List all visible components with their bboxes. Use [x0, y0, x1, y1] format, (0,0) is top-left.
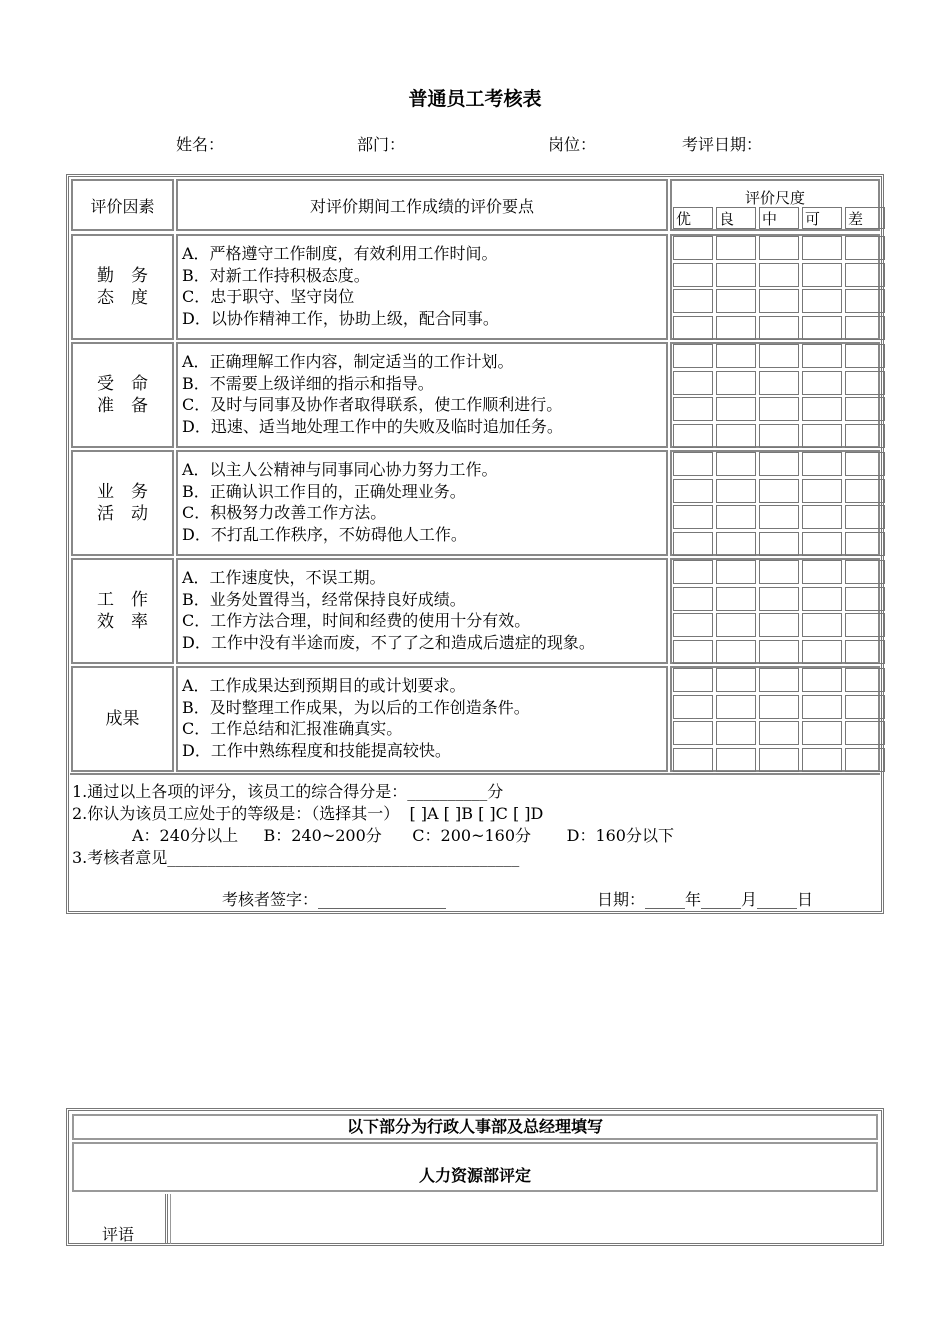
- evaluation-point: B．及时整理工作成果，为以后的工作创造条件。: [182, 697, 530, 717]
- grade-checkbox[interactable]: [759, 748, 799, 772]
- grade-header-box: [759, 207, 799, 229]
- grade-criteria-line: A：240分以上 B：240~200分 C：200~160分 D：160分以下: [132, 826, 674, 845]
- grade-checkbox[interactable]: [759, 263, 799, 287]
- grade-header-box: [673, 207, 713, 229]
- grade-checkbox[interactable]: [802, 505, 842, 529]
- grade-checkbox[interactable]: [802, 236, 842, 260]
- evaluation-point: B．业务处置得当，经常保持良好成绩。: [182, 589, 466, 609]
- position-label: 岗位：: [548, 135, 597, 154]
- factor-label: 活 动: [97, 504, 148, 524]
- grade-checkbox[interactable]: [802, 532, 842, 556]
- reviewer-signature-line: 考核者签字：________________: [222, 890, 447, 909]
- factor-label: 业 务: [97, 482, 148, 502]
- factor-label: 工 作: [97, 590, 148, 610]
- grade-checkbox[interactable]: [673, 668, 713, 692]
- grade-checkbox[interactable]: [845, 316, 885, 340]
- grade-checkbox[interactable]: [845, 505, 885, 529]
- grade-checkbox[interactable]: [716, 587, 756, 611]
- grade-checkbox[interactable]: [759, 695, 799, 719]
- grade-checkbox[interactable]: [673, 640, 713, 664]
- grade-checkbox[interactable]: [716, 452, 756, 476]
- evaluation-points-cell: [176, 234, 668, 340]
- grade-checkbox[interactable]: [759, 505, 799, 529]
- grade-checkbox[interactable]: [673, 263, 713, 287]
- grade-checkbox[interactable]: [716, 236, 756, 260]
- evaluation-points-cell: [176, 342, 668, 448]
- evaluation-point: C．积极努力改善工作方法。: [182, 503, 387, 522]
- department-label: 部门：: [357, 135, 406, 154]
- grade-label: 中: [762, 210, 778, 228]
- grade-checkbox[interactable]: [673, 424, 713, 448]
- page-title: 普通员工考核表: [408, 88, 542, 110]
- grade-checkbox[interactable]: [802, 748, 842, 772]
- grade-checkbox[interactable]: [802, 289, 842, 313]
- grade-checkbox[interactable]: [673, 452, 713, 476]
- grade-checkbox[interactable]: [673, 748, 713, 772]
- evaluation-point: A．工作速度快，不误工期。: [182, 568, 386, 587]
- grade-checkbox[interactable]: [802, 721, 842, 745]
- grade-checkbox[interactable]: [845, 289, 885, 313]
- grade-checkbox[interactable]: [802, 397, 842, 421]
- grade-checkbox[interactable]: [845, 452, 885, 476]
- grade-checkbox[interactable]: [673, 695, 713, 719]
- grade-checkbox[interactable]: [716, 613, 756, 637]
- grade-checkbox[interactable]: [716, 532, 756, 556]
- grade-checkbox[interactable]: [759, 424, 799, 448]
- hr-evaluation-title: 人力资源部评定: [72, 1142, 878, 1192]
- grade-checkbox[interactable]: [845, 532, 885, 556]
- evaluation-point: D．不打乱工作秩序，不妨碍他人工作。: [182, 524, 467, 544]
- admin-band-title: 以下部分为行政人事部及总经理填写: [72, 1114, 878, 1140]
- comment-field[interactable]: [170, 1194, 878, 1244]
- factor-cell: [71, 666, 174, 772]
- summary-area: [70, 773, 880, 911]
- grade-checkbox[interactable]: [845, 640, 885, 664]
- grade-checkbox[interactable]: [845, 371, 885, 395]
- grade-header-box: [845, 207, 885, 229]
- grade-choice-line: 2.你认为该员工应处于的等级是：（选择其一） [ ]A [ ]B [ ]C [ ]D: [72, 804, 544, 823]
- evaluation-point: C．工作方法合理，时间和经费的使用十分有效。: [182, 611, 531, 630]
- grade-checkbox[interactable]: [759, 721, 799, 745]
- grade-label: 优: [676, 210, 692, 228]
- grade-checkbox[interactable]: [845, 236, 885, 260]
- grade-checkbox[interactable]: [759, 560, 799, 584]
- points-header: 对评价期间工作成绩的评价要点: [176, 179, 668, 231]
- grade-checkbox[interactable]: [802, 640, 842, 664]
- evaluation-point: D．迅速、适当地处理工作中的失败及临时追加任务。: [182, 416, 563, 436]
- grade-checkbox[interactable]: [673, 316, 713, 340]
- evaluation-point: D．工作中熟练程度和技能提高较快。: [182, 740, 451, 760]
- grade-checkbox[interactable]: [759, 668, 799, 692]
- evaluation-point: A．工作成果达到预期目的或计划要求。: [182, 676, 466, 695]
- grade-header-box: [802, 207, 842, 229]
- grade-checkbox[interactable]: [716, 316, 756, 340]
- grade-checkbox[interactable]: [716, 424, 756, 448]
- grade-checkbox[interactable]: [759, 289, 799, 313]
- grade-checkbox[interactable]: [802, 695, 842, 719]
- grade-checkbox[interactable]: [673, 236, 713, 260]
- grade-checkbox[interactable]: [845, 695, 885, 719]
- grade-checkbox[interactable]: [673, 505, 713, 529]
- grade-checkbox[interactable]: [802, 263, 842, 287]
- grade-checkbox[interactable]: [716, 397, 756, 421]
- evaluation-point: C．工作总结和汇报准确真实。: [182, 719, 403, 738]
- grade-checkbox[interactable]: [759, 236, 799, 260]
- grade-checkbox[interactable]: [802, 668, 842, 692]
- grade-checkbox[interactable]: [759, 613, 799, 637]
- grade-checkbox[interactable]: [802, 371, 842, 395]
- grade-checkbox[interactable]: [673, 289, 713, 313]
- grade-checkbox[interactable]: [716, 695, 756, 719]
- grade-checkbox[interactable]: [845, 721, 885, 745]
- factor-cell: [71, 234, 174, 340]
- evaluation-date-label: 考评日期：: [682, 135, 763, 154]
- grade-checkbox[interactable]: [802, 560, 842, 584]
- evaluation-point: B．正确认识工作目的，正确处理业务。: [182, 481, 466, 501]
- factor-cell: [71, 342, 174, 448]
- grade-checkbox[interactable]: [759, 587, 799, 611]
- grade-checkbox[interactable]: [716, 505, 756, 529]
- factor-label: 成果: [105, 709, 140, 729]
- grade-checkbox[interactable]: [845, 479, 885, 503]
- evaluation-point: A．正确理解工作内容，制定适当的工作计划。: [182, 352, 514, 371]
- grade-checkbox[interactable]: [673, 344, 713, 368]
- grade-checkbox[interactable]: [716, 560, 756, 584]
- grade-checkbox[interactable]: [845, 668, 885, 692]
- evaluation-form: [66, 174, 884, 914]
- evaluation-point: D．工作中没有半途而废，不了了之和造成后遗症的现象。: [182, 632, 595, 652]
- grade-checkbox[interactable]: [716, 479, 756, 503]
- grade-checkbox[interactable]: [845, 344, 885, 368]
- evaluation-point: C．及时与同事及协作者取得联系，使工作顺利进行。: [182, 395, 563, 414]
- grade-checkbox[interactable]: [802, 613, 842, 637]
- grade-checkbox[interactable]: [845, 613, 885, 637]
- grade-checkbox[interactable]: [845, 560, 885, 584]
- grade-checkbox[interactable]: [716, 289, 756, 313]
- factor-label: 态 度: [97, 288, 148, 308]
- grade-checkbox[interactable]: [802, 587, 842, 611]
- grade-checkbox[interactable]: [802, 452, 842, 476]
- grade-label: 良: [719, 210, 735, 228]
- grade-checkbox[interactable]: [845, 587, 885, 611]
- grade-checkbox[interactable]: [845, 748, 885, 772]
- factor-label: 勤 务: [97, 266, 148, 286]
- grade-checkbox[interactable]: [673, 587, 713, 611]
- grade-checkbox[interactable]: [716, 371, 756, 395]
- grade-checkbox[interactable]: [845, 397, 885, 421]
- grade-checkbox[interactable]: [759, 344, 799, 368]
- evaluation-point: A．以主人公精神与同事同心协力努力工作。: [182, 460, 498, 479]
- name-label: 姓名：: [176, 135, 225, 154]
- grade-checkbox[interactable]: [673, 721, 713, 745]
- factor-cell: [71, 558, 174, 664]
- grade-checkbox[interactable]: [673, 613, 713, 637]
- grade-checkbox[interactable]: [716, 640, 756, 664]
- grade-checkbox[interactable]: [759, 640, 799, 664]
- grade-checkbox[interactable]: [673, 371, 713, 395]
- evaluation-point: B．不需要上级详细的指示和指导。: [182, 373, 434, 393]
- grade-checkbox[interactable]: [673, 560, 713, 584]
- grade-checkbox[interactable]: [759, 452, 799, 476]
- grade-checkbox[interactable]: [759, 532, 799, 556]
- factor-header: 评价因素: [71, 179, 174, 231]
- grade-label: 差: [848, 210, 864, 228]
- reviewer-opinion-line: 3.考核者意见____________________________________________: [72, 848, 520, 867]
- comment-label-cell: [72, 1194, 168, 1244]
- grade-checkbox[interactable]: [673, 397, 713, 421]
- grade-checkbox[interactable]: [845, 263, 885, 287]
- evaluation-point: A．严格遵守工作制度，有效利用工作时间。: [182, 244, 498, 263]
- grade-checkbox[interactable]: [759, 316, 799, 340]
- factor-cell: [71, 450, 174, 556]
- grade-checkbox[interactable]: [716, 263, 756, 287]
- evaluation-point: D．以协作精神工作，协助上级，配合同事。: [182, 308, 499, 328]
- grade-label: 可: [805, 210, 821, 228]
- grade-checkbox[interactable]: [673, 479, 713, 503]
- evaluation-point: C．忠于职守、坚守岗位: [182, 287, 355, 306]
- evaluation-point: B．对新工作持积极态度。: [182, 265, 370, 285]
- factor-label: 受 命: [97, 374, 148, 394]
- factor-label: 效 率: [97, 612, 148, 632]
- scale-title: 评价尺度: [744, 189, 805, 207]
- signature-date-line: 日期：_____年_____月_____日: [597, 890, 814, 909]
- grade-checkbox[interactable]: [716, 748, 756, 772]
- grade-checkbox[interactable]: [802, 479, 842, 503]
- grade-header-box: [716, 207, 756, 229]
- grade-checkbox[interactable]: [716, 344, 756, 368]
- admin-section: [66, 1108, 884, 1246]
- grade-checkbox[interactable]: [673, 532, 713, 556]
- grade-checkbox[interactable]: [759, 371, 799, 395]
- grade-checkbox[interactable]: [716, 668, 756, 692]
- factor-label: 准 备: [97, 396, 148, 416]
- grade-checkbox[interactable]: [759, 479, 799, 503]
- grade-checkbox[interactable]: [845, 424, 885, 448]
- evaluation-points-cell: [176, 666, 668, 772]
- grade-checkbox[interactable]: [802, 424, 842, 448]
- grade-checkbox[interactable]: [802, 316, 842, 340]
- grade-checkbox[interactable]: [802, 344, 842, 368]
- comment-label: 评语: [102, 1225, 135, 1244]
- grade-checkbox[interactable]: [759, 397, 799, 421]
- evaluation-points-cell: [176, 558, 668, 664]
- evaluation-points-cell: [176, 450, 668, 556]
- grade-checkbox[interactable]: [716, 721, 756, 745]
- total-score-line: 1.通过以上各项的评分，该员工的综合得分是：__________分: [72, 782, 504, 801]
